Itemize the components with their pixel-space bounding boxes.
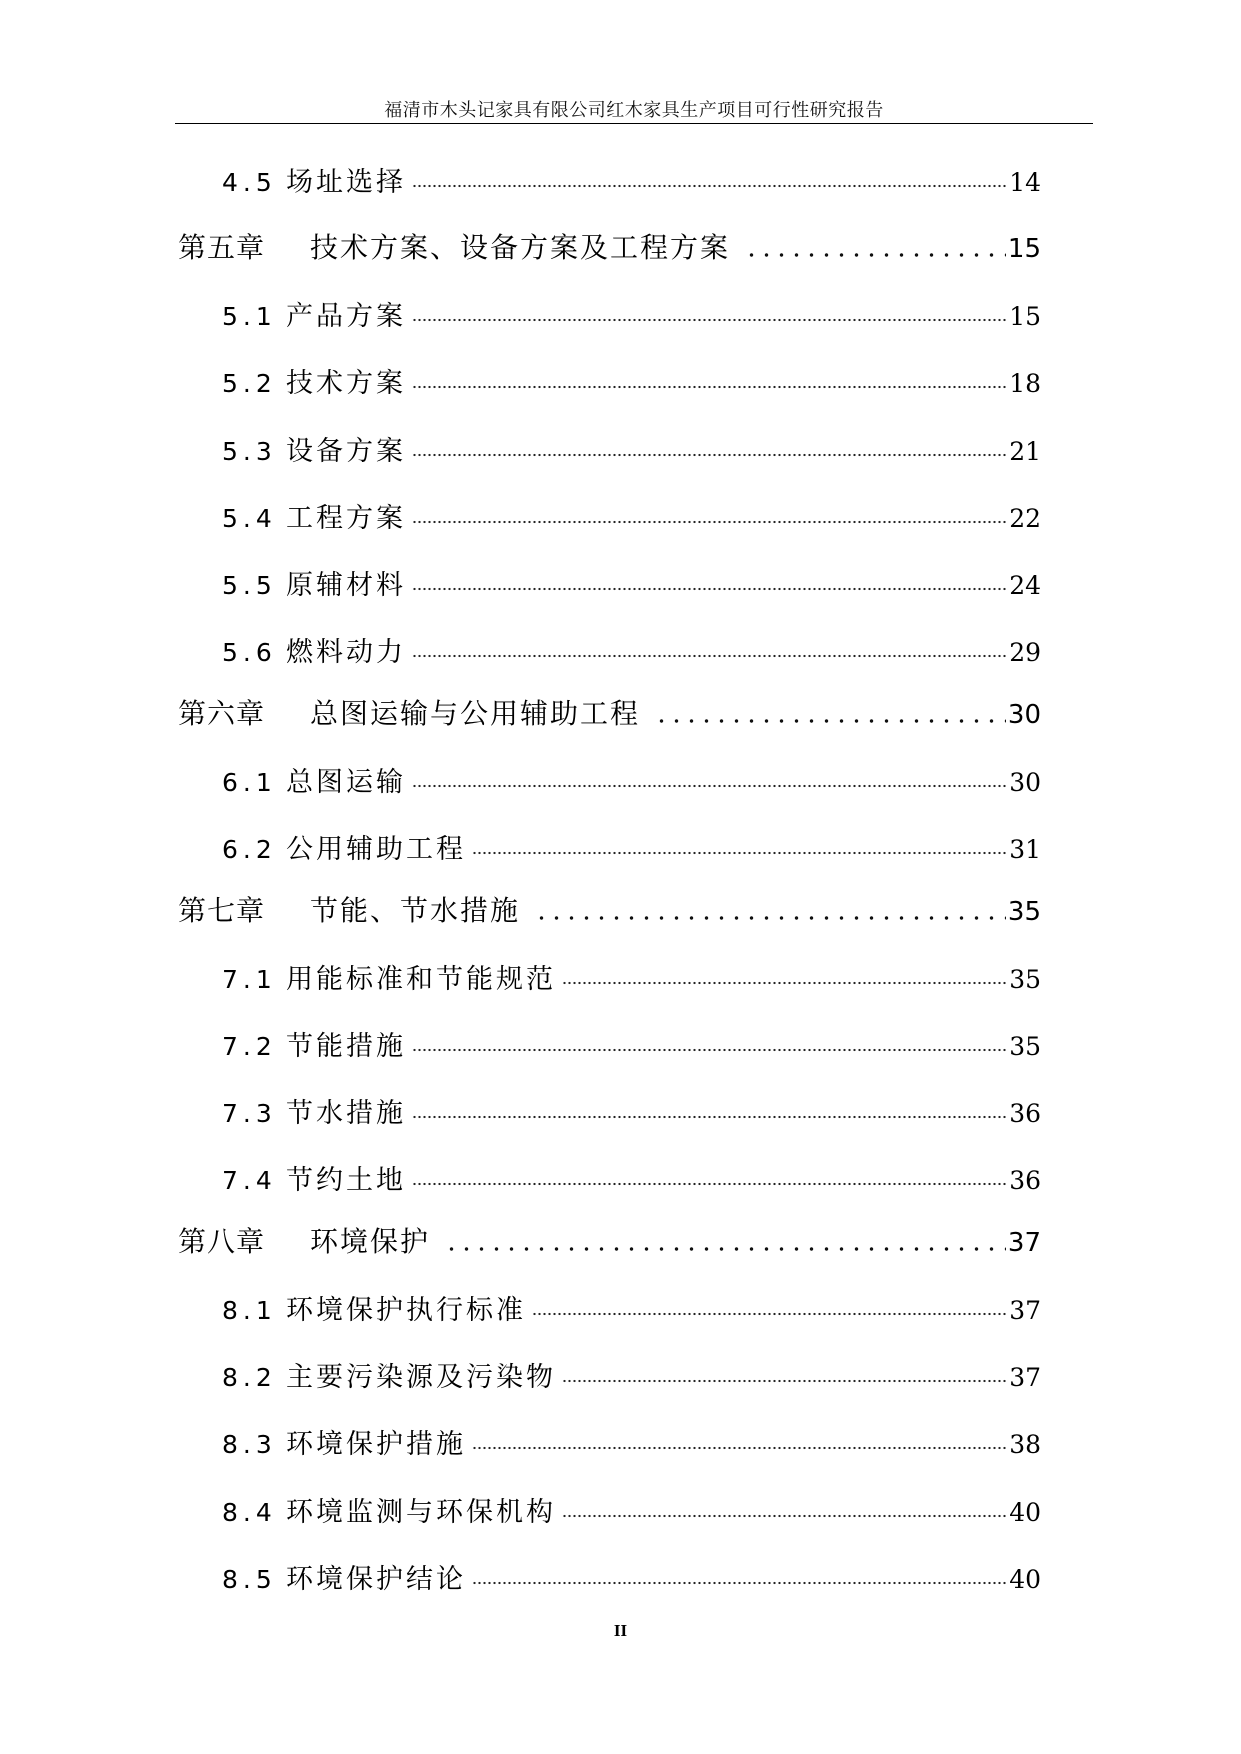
toc-section-title: 设备方案 xyxy=(286,436,406,467)
toc-page-number: 38 xyxy=(1009,1430,1041,1459)
toc-section-title: 节水措施 xyxy=(286,1098,406,1129)
toc-chapter-6[interactable] xyxy=(178,692,1041,732)
toc-section-number: 7.3 xyxy=(222,1099,277,1128)
toc-section-number: 8.1 xyxy=(222,1296,277,1325)
toc-page-number: 24 xyxy=(1009,571,1041,600)
toc-dot-leader xyxy=(412,164,1007,191)
toc-dot-leader xyxy=(412,764,1007,791)
toc-dot-leader xyxy=(472,831,1007,858)
toc-page-number: 30 xyxy=(1009,768,1041,797)
toc-dot-leader xyxy=(412,500,1007,527)
toc-page-number: 31 xyxy=(1009,835,1041,864)
toc-section-number: 5.6 xyxy=(222,638,277,667)
toc-page-number: 15 xyxy=(1009,302,1041,331)
toc-entry-8-1[interactable] xyxy=(222,1288,1041,1328)
toc-dot-leader xyxy=(562,1359,1007,1386)
toc-section-title: 产品方案 xyxy=(286,301,406,332)
toc-entry-8-3[interactable] xyxy=(222,1422,1041,1462)
toc-section-title: 燃料动力 xyxy=(286,637,406,668)
toc-section-number: 5.5 xyxy=(222,571,277,600)
toc-section-title: 节约土地 xyxy=(286,1165,406,1196)
toc-section-title: 环境监测与环保机构 xyxy=(286,1497,556,1528)
toc-entry-5-2[interactable] xyxy=(222,361,1041,401)
toc-chapter-number: 第五章 xyxy=(178,231,266,264)
toc-chapter-title: 技术方案、设备方案及工程方案 xyxy=(310,231,731,264)
toc-section-title: 场址选择 xyxy=(286,167,406,198)
toc-entry-6-2[interactable] xyxy=(222,827,1041,867)
toc-dot-leader xyxy=(562,1494,1007,1521)
toc-section-title: 原辅材料 xyxy=(286,570,406,601)
toc-section-number: 6.1 xyxy=(222,768,277,797)
toc-dot-leader xyxy=(412,1028,1007,1055)
toc-section-number: 6.2 xyxy=(222,835,277,864)
toc-entry-4-5[interactable] xyxy=(222,160,1041,200)
toc-entry-8-2[interactable] xyxy=(222,1355,1041,1395)
toc-section-number: 4.5 xyxy=(222,168,277,197)
toc-page-number: 35 xyxy=(1009,965,1041,994)
page-header-title: 福清市木头记家具有限公司红木家具生产项目可行性研究报告 xyxy=(384,100,884,121)
toc-section-number: 8.4 xyxy=(222,1498,277,1527)
toc-dot-leader xyxy=(440,1223,1006,1251)
toc-entry-8-4[interactable] xyxy=(222,1490,1041,1530)
toc-section-title: 用能标准和节能规范 xyxy=(286,964,556,995)
toc-page-number: 15 xyxy=(1007,234,1041,264)
toc-dot-leader xyxy=(472,1426,1007,1453)
toc-chapter-title: 总图运输与公用辅助工程 xyxy=(310,697,641,730)
toc-section-title: 环境保护结论 xyxy=(286,1564,466,1595)
toc-entry-5-5[interactable] xyxy=(222,563,1041,603)
toc-page-number: 14 xyxy=(1009,168,1041,197)
toc-section-title: 技术方案 xyxy=(286,368,406,399)
toc-section-title: 总图运输 xyxy=(286,767,406,798)
toc-dot-leader xyxy=(412,634,1007,661)
toc-section-title: 公用辅助工程 xyxy=(286,834,466,865)
toc-section-number: 7.2 xyxy=(222,1032,277,1061)
toc-dot-leader xyxy=(650,695,1006,723)
toc-section-number: 5.3 xyxy=(222,437,277,466)
toc-entry-5-1[interactable] xyxy=(222,294,1041,334)
toc-entry-7-4[interactable] xyxy=(222,1158,1041,1198)
toc-chapter-8[interactable] xyxy=(178,1220,1041,1260)
toc-entry-5-3[interactable] xyxy=(222,429,1041,469)
toc-dot-leader xyxy=(412,433,1007,460)
toc-chapter-5[interactable] xyxy=(178,226,1041,266)
toc-entry-5-6[interactable] xyxy=(222,630,1041,670)
toc-section-title: 主要污染源及污染物 xyxy=(286,1362,556,1393)
toc-page-number: 37 xyxy=(1007,1228,1041,1258)
toc-page-number: 36 xyxy=(1009,1099,1041,1128)
toc-chapter-7[interactable] xyxy=(178,889,1041,929)
toc-page-number: 35 xyxy=(1009,1032,1041,1061)
toc-page-number: 22 xyxy=(1009,504,1041,533)
toc-dot-leader xyxy=(412,365,1007,392)
toc-dot-leader xyxy=(740,229,1006,257)
toc-page-number: 40 xyxy=(1009,1565,1041,1594)
toc-section-title: 环境保护措施 xyxy=(286,1429,466,1460)
toc-section-number: 7.4 xyxy=(222,1166,277,1195)
toc-section-title: 环境保护执行标准 xyxy=(286,1295,526,1326)
toc-page-number: 18 xyxy=(1009,369,1041,398)
toc-entry-6-1[interactable] xyxy=(222,760,1041,800)
toc-chapter-number: 第八章 xyxy=(178,1225,266,1258)
toc-section-number: 8.5 xyxy=(222,1565,277,1594)
toc-dot-leader xyxy=(412,567,1007,594)
toc-section-number: 8.2 xyxy=(222,1363,277,1392)
toc-dot-leader xyxy=(472,1561,1007,1588)
toc-section-number: 7.1 xyxy=(222,965,277,994)
toc-page-number: 37 xyxy=(1009,1296,1041,1325)
toc-page-number: 35 xyxy=(1007,897,1041,927)
toc-entry-7-3[interactable] xyxy=(222,1091,1041,1131)
toc-page-number: 37 xyxy=(1009,1363,1041,1392)
toc-section-title: 工程方案 xyxy=(286,503,406,534)
toc-entry-5-4[interactable] xyxy=(222,496,1041,536)
toc-dot-leader xyxy=(532,1292,1007,1319)
toc-chapter-title: 环境保护 xyxy=(310,1225,431,1258)
toc-chapter-number: 第六章 xyxy=(178,697,266,730)
toc-page-number: 36 xyxy=(1009,1166,1041,1195)
toc-page-number: 21 xyxy=(1009,437,1041,466)
toc-section-number: 5.1 xyxy=(222,302,277,331)
toc-page-number: 29 xyxy=(1009,638,1041,667)
toc-dot-leader xyxy=(562,961,1007,988)
toc-page-number: 30 xyxy=(1007,700,1041,730)
toc-dot-leader xyxy=(412,298,1007,325)
toc-entry-7-2[interactable] xyxy=(222,1024,1041,1064)
toc-dot-leader xyxy=(412,1095,1007,1122)
toc-entry-7-1[interactable] xyxy=(222,957,1041,997)
toc-section-number: 5.2 xyxy=(222,369,277,398)
footer-page-number: II xyxy=(613,1621,628,1640)
toc-page-number: 40 xyxy=(1009,1498,1041,1527)
toc-entry-8-5[interactable] xyxy=(222,1557,1041,1597)
toc-chapter-number: 第七章 xyxy=(178,894,266,927)
toc-section-number: 5.4 xyxy=(222,504,277,533)
toc-dot-leader xyxy=(530,892,1006,920)
toc-section-title: 节能措施 xyxy=(286,1031,406,1062)
toc-section-number: 8.3 xyxy=(222,1430,277,1459)
toc-chapter-title: 节能、节水措施 xyxy=(310,894,521,927)
toc-dot-leader xyxy=(412,1162,1007,1189)
